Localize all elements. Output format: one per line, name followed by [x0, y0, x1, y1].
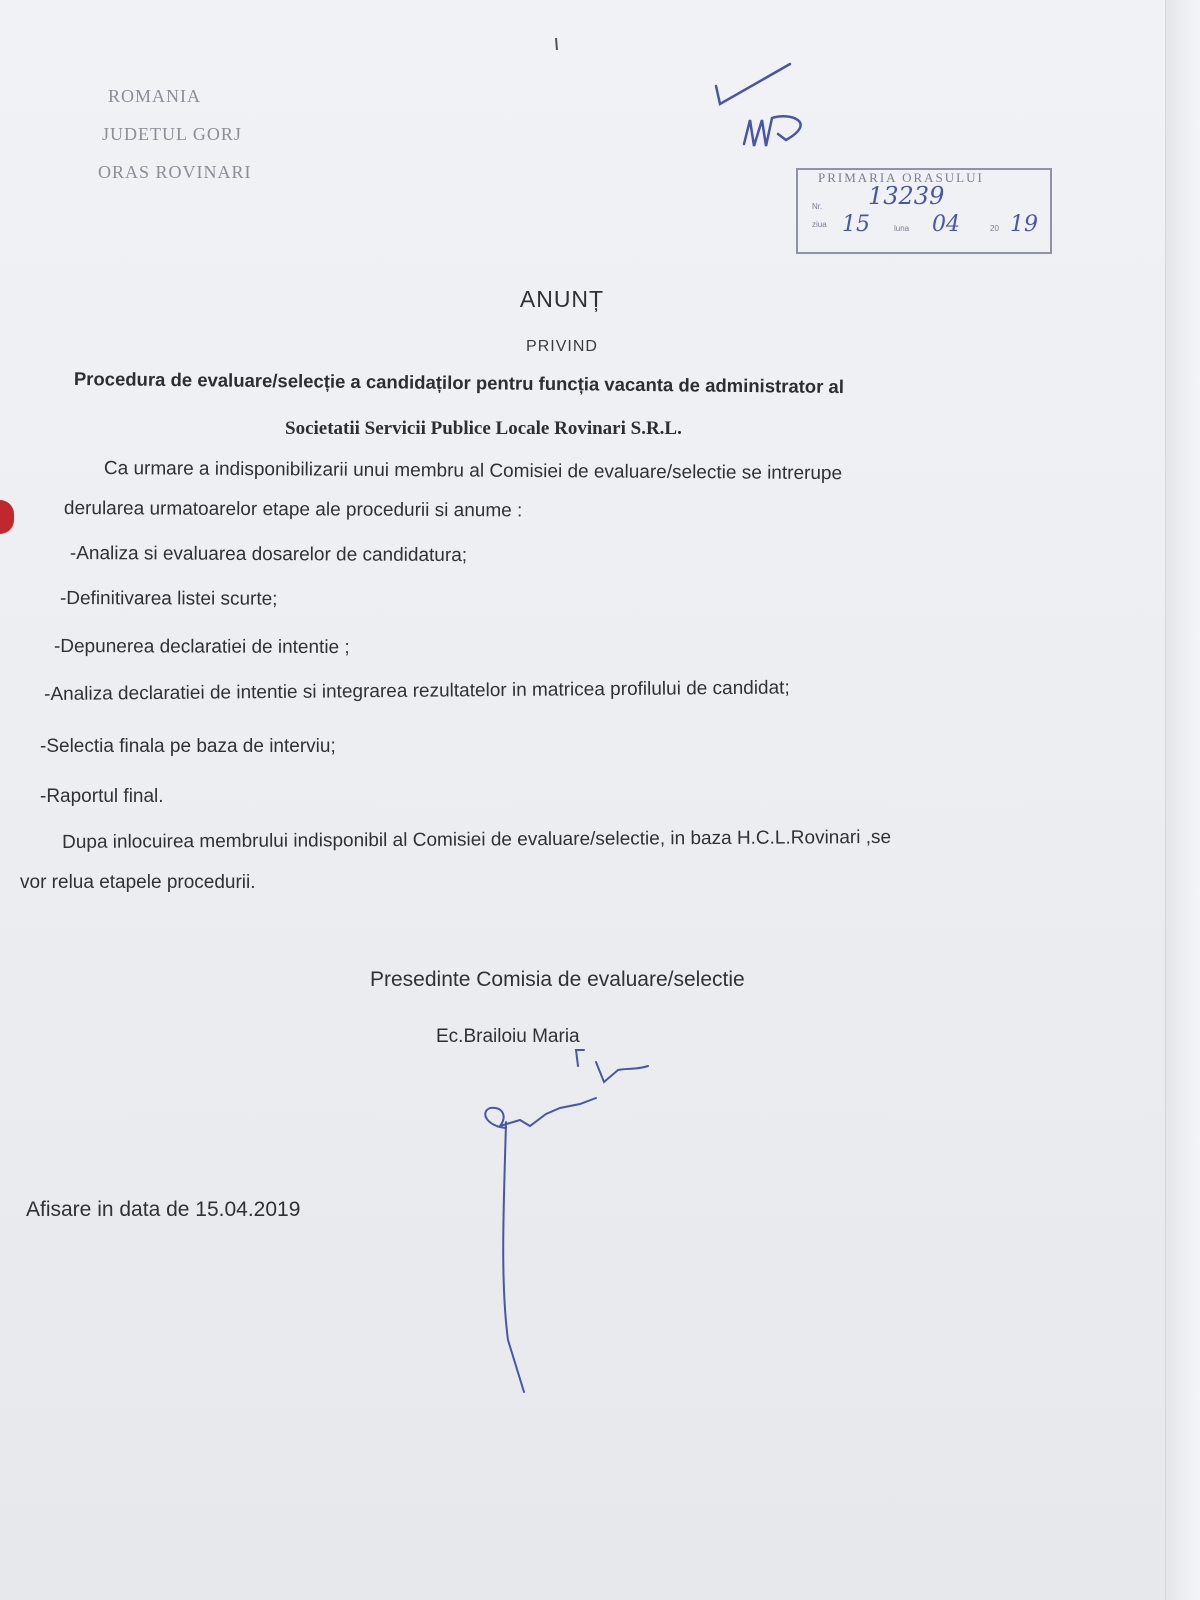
- procedure-heading: Procedura de evaluare/selecție a candidaților pentru funcția vacanta de administrator al: [73, 368, 845, 398]
- top-tick-mark: [556, 38, 557, 50]
- notice-subtitle: PRIVIND: [526, 338, 598, 355]
- signature-upper-strokes: [576, 1050, 648, 1082]
- signature-descender: [503, 1122, 524, 1392]
- step-item: -Raportul final.: [40, 786, 164, 807]
- signatory-role: Presedinte Comisia de evaluare/selectie: [370, 968, 745, 991]
- notice-title: ANUNȚ: [519, 286, 605, 312]
- signature-main-stroke: [485, 1098, 596, 1128]
- company-name: Societatii Servicii Publice Locale Rovinari S.R.L.: [285, 418, 682, 439]
- stamp-year: 19: [1010, 212, 1038, 237]
- step-item: -Selectia finala pe baza de interviu;: [40, 736, 336, 757]
- stamp-month: 04: [932, 212, 960, 237]
- stamp-day: 15: [842, 212, 870, 237]
- intro-line-1: Ca urmare a indisponibilizarii unui membru al Comisiei de evaluare/selectie se intrerupe: [103, 458, 843, 485]
- closing-line-2: vor relua etapele procedurii.: [20, 872, 256, 893]
- stamp-registration-number: 13239: [868, 182, 945, 210]
- stamp-nr-label: Nr.: [812, 202, 823, 211]
- checkmark-icon: [716, 64, 790, 104]
- step-item: -Analiza si evaluarea dosarelor de candidatura;: [69, 543, 468, 567]
- stamp-title: PRIMARIA ORASULUI: [818, 170, 984, 185]
- posting-date: Afisare in data de 15.04.2019: [26, 1198, 301, 1221]
- red-corner-mark: [0, 500, 14, 534]
- initials-signature: [744, 116, 801, 146]
- closing-line-1: Dupa inlocuirea membrului indisponibil al Comisiei de evaluare/selectie, in baza H.C.L.Rovinari ,se: [62, 826, 892, 853]
- registration-stamp: [796, 168, 1052, 254]
- stamp-month-label: luna: [894, 224, 910, 233]
- stamp-year-label: 20: [990, 224, 999, 233]
- stamp-day-label: ziua: [812, 220, 827, 229]
- header-county: JUDETUL GORJ: [102, 124, 242, 144]
- header-country: ROMANIA: [108, 86, 202, 106]
- step-item: -Depunerea declaratiei de intentie ;: [53, 636, 350, 659]
- step-item: -Analiza declaratiei de intentie si integrarea rezultatelor in matricea profilului de candidat;: [44, 677, 790, 705]
- intro-line-2: derularea urmatoarelor etape ale procedurii si anume :: [63, 498, 523, 522]
- signatory-name: Ec.Brailoiu Maria: [436, 1026, 580, 1047]
- step-item: -Definitivarea listei scurte;: [59, 588, 278, 610]
- header-town: ORAS ROVINARI: [98, 162, 252, 182]
- adjacent-page-edge: [1165, 0, 1200, 1600]
